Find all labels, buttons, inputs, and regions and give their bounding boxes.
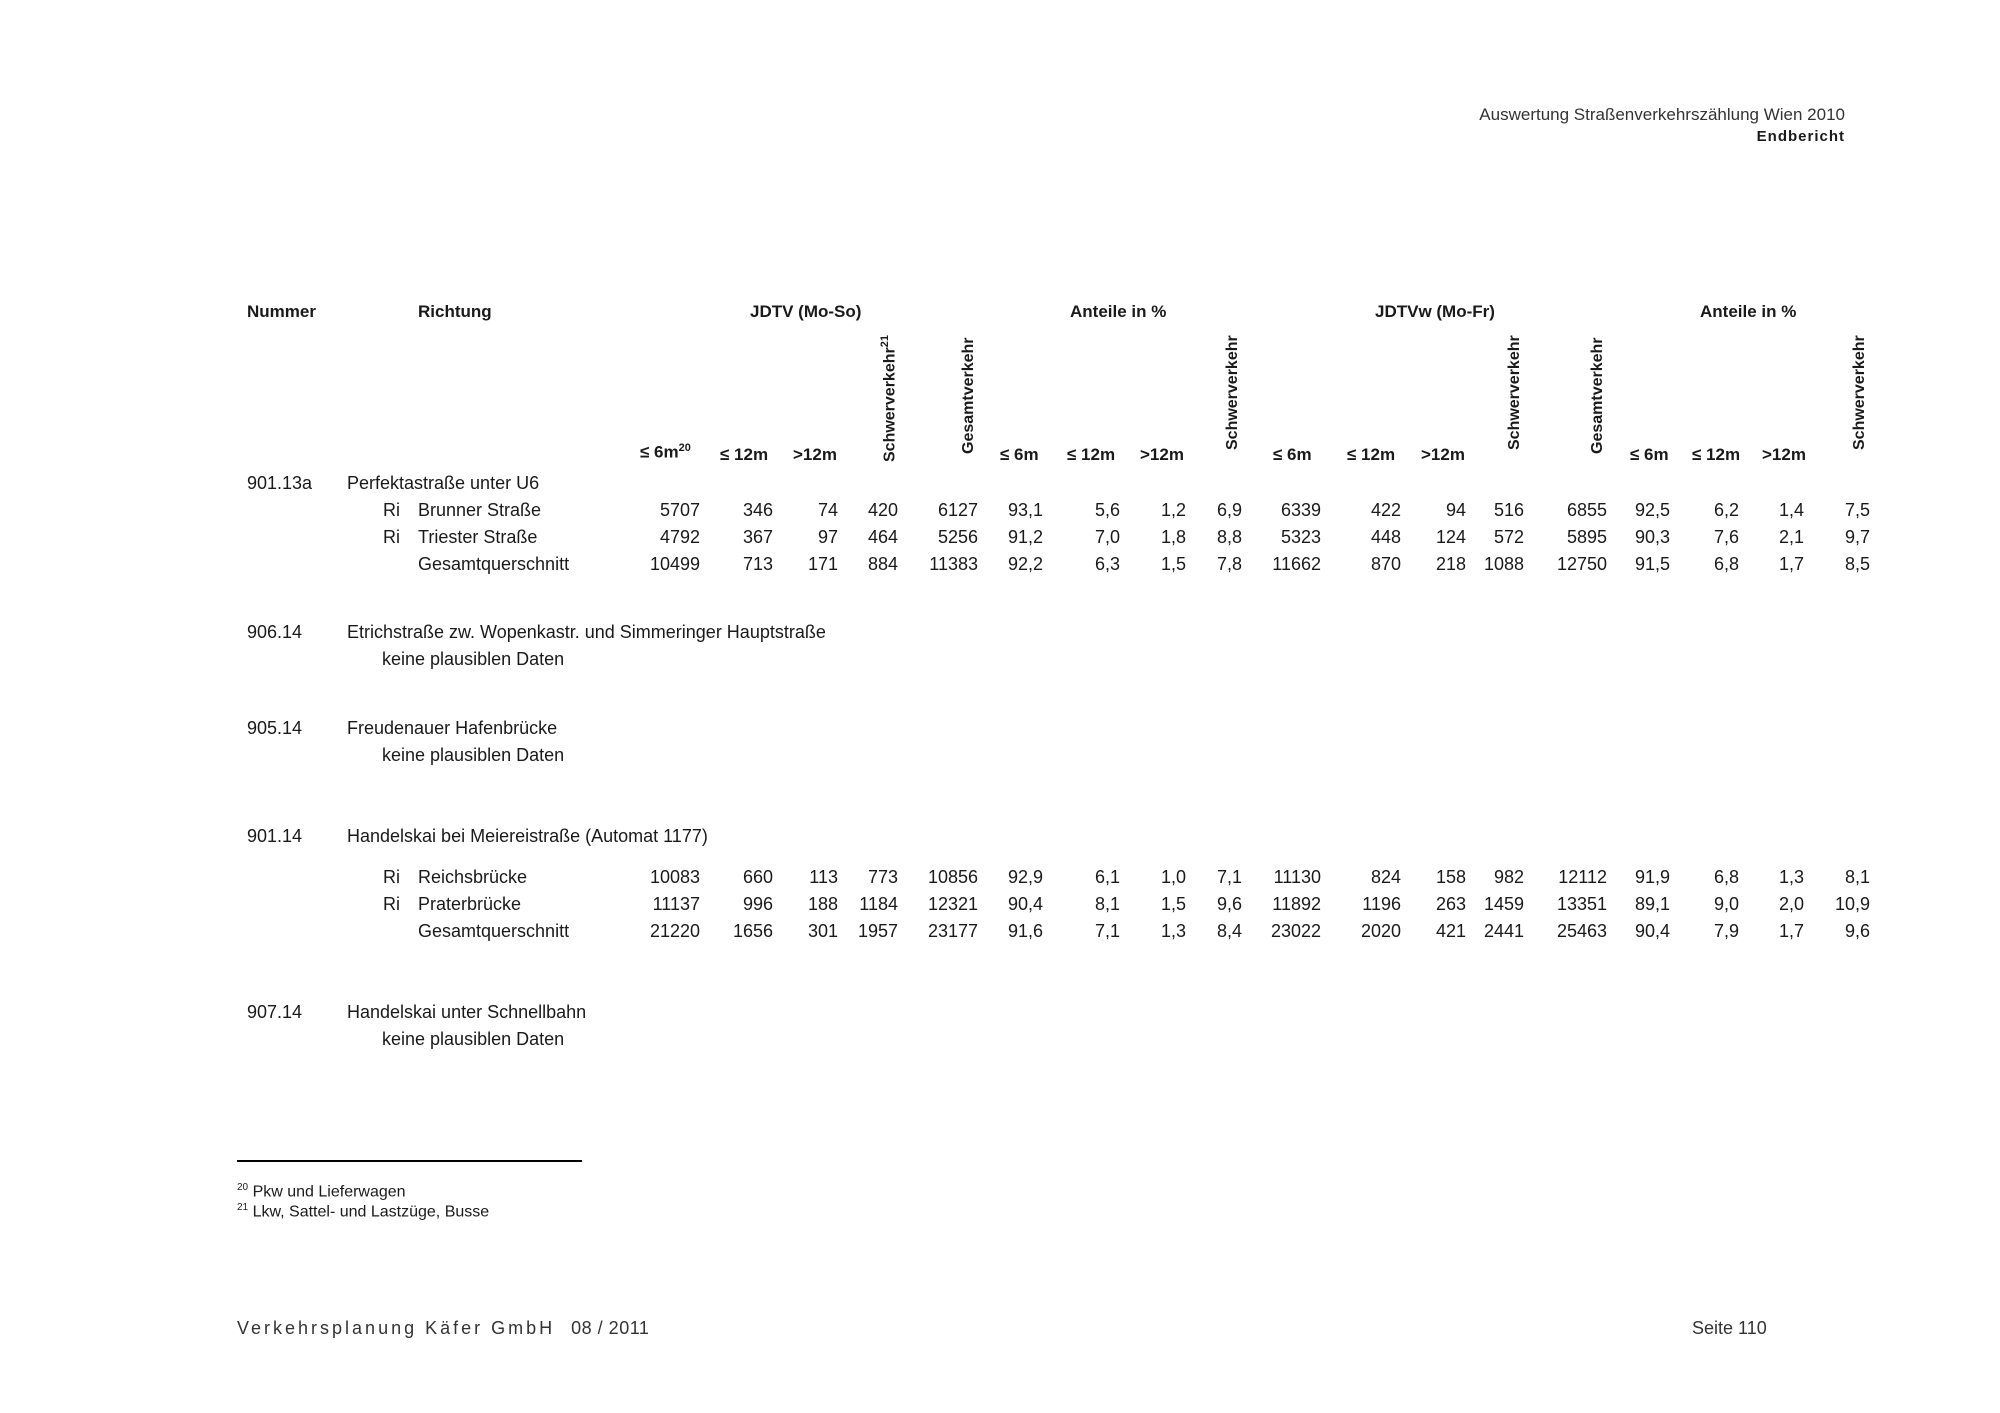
table-cell: 2020 bbox=[1360, 921, 1401, 941]
section-number: 901.14 bbox=[247, 826, 303, 846]
table-cell: 90,3 bbox=[1634, 527, 1670, 547]
document-header-subtitle: Endbericht bbox=[1756, 128, 1845, 145]
row-label: Praterbrücke bbox=[418, 894, 522, 914]
unit-gesamtverkehr: Gesamtverkehr bbox=[1589, 337, 1606, 454]
table-cell: 8,8 bbox=[1216, 527, 1242, 547]
unit-gt12m: >12m bbox=[1762, 445, 1806, 464]
table-cell: 11662 bbox=[1272, 554, 1321, 574]
table-cell: 1,0 bbox=[1160, 867, 1186, 887]
row-label: Gesamtquerschnitt bbox=[418, 554, 570, 574]
row-direction-prefix: Ri bbox=[383, 867, 400, 887]
table-cell: 188 bbox=[807, 894, 838, 914]
table-cell: 301 bbox=[807, 921, 838, 941]
unit-le6m: ≤ 6m bbox=[1000, 445, 1039, 464]
table-cell: 1957 bbox=[857, 921, 898, 941]
table-cell: 13351 bbox=[1556, 894, 1607, 914]
table-cell: 773 bbox=[867, 867, 898, 887]
row-label: Triester Straße bbox=[418, 527, 538, 547]
table-cell: 421 bbox=[1435, 921, 1466, 941]
table-cell: 884 bbox=[867, 554, 898, 574]
group-header-anteile-2: Anteile in % bbox=[1700, 302, 1797, 321]
col-header-nummer: Nummer bbox=[247, 302, 316, 321]
table-cell: 10,9 bbox=[1834, 894, 1870, 914]
table-cell: 448 bbox=[1370, 527, 1401, 547]
row-direction-prefix: Ri bbox=[383, 894, 400, 914]
table-cell: 572 bbox=[1493, 527, 1524, 547]
table-cell: 516 bbox=[1493, 500, 1524, 520]
table-cell: 367 bbox=[742, 527, 773, 547]
table-cell: 263 bbox=[1435, 894, 1466, 914]
group-header-anteile-1: Anteile in % bbox=[1070, 302, 1167, 321]
table-cell: 8,5 bbox=[1844, 554, 1870, 574]
table-cell: 218 bbox=[1435, 554, 1466, 574]
section-note: keine plausiblen Daten bbox=[382, 745, 565, 765]
table-cell: 11137 bbox=[652, 894, 700, 914]
table-cell: 92,9 bbox=[1007, 867, 1043, 887]
unit-gt12m: >12m bbox=[1421, 445, 1465, 464]
section-title: Freudenauer Hafenbrücke bbox=[347, 718, 558, 738]
table-cell: 2,1 bbox=[1778, 527, 1804, 547]
unit-le12m: ≤ 12m bbox=[720, 445, 769, 464]
unit-le12m: ≤ 12m bbox=[1067, 445, 1116, 464]
table-cell: 422 bbox=[1370, 500, 1401, 520]
table-cell: 2,0 bbox=[1778, 894, 1804, 914]
table-cell: 6,3 bbox=[1094, 554, 1120, 574]
table-cell: 5707 bbox=[659, 500, 700, 520]
table-cell: 7,6 bbox=[1713, 527, 1739, 547]
unit-gesamtverkehr: Gesamtverkehr bbox=[960, 337, 977, 454]
table-cell: 9,6 bbox=[1216, 894, 1242, 914]
table-cell: 90,4 bbox=[1007, 894, 1043, 914]
unit-le12m: ≤ 12m bbox=[1692, 445, 1741, 464]
group-header-jdtvw: JDTVw (Mo-Fr) bbox=[1375, 302, 1495, 321]
table-cell: 1459 bbox=[1483, 894, 1524, 914]
table-cell: 9,0 bbox=[1713, 894, 1739, 914]
table-cell: 1,4 bbox=[1778, 500, 1804, 520]
unit-schwerverkehr-fn: Schwerverkehr$^{21}$ bbox=[879, 335, 899, 462]
table-cell: 21220 bbox=[649, 921, 700, 941]
footer-company: Verkehrsplanung Käfer GmbH 08 / 2011 bbox=[237, 1318, 650, 1338]
table-cell: 91,9 bbox=[1634, 867, 1670, 887]
table-cell: 7,1 bbox=[1216, 867, 1242, 887]
table-cell: 4792 bbox=[659, 527, 700, 547]
table-cell: 12112 bbox=[1558, 867, 1607, 887]
unit-le6m-fn: ≤ $6m^{20}$ bbox=[640, 442, 691, 462]
table-cell: 6339 bbox=[1280, 500, 1321, 520]
table-cell: 90,4 bbox=[1634, 921, 1670, 941]
table-cell: 12750 bbox=[1556, 554, 1607, 574]
table-cell: 6,9 bbox=[1216, 500, 1242, 520]
table-cell: 93,1 bbox=[1007, 500, 1043, 520]
unit-le6m: ≤ 6m bbox=[1630, 445, 1669, 464]
table-cell: 1196 bbox=[1362, 894, 1401, 914]
table-cell: 5,6 bbox=[1094, 500, 1120, 520]
table-cell: 91,2 bbox=[1007, 527, 1043, 547]
section-title: Handelskai bei Meiereistraße (Automat 1177) bbox=[347, 826, 708, 846]
table-cell: 11892 bbox=[1272, 894, 1321, 914]
table-cell: 10083 bbox=[649, 867, 700, 887]
table-cell: 11383 bbox=[929, 554, 978, 574]
table-cell: 6855 bbox=[1566, 500, 1607, 520]
unit-le6m: ≤ 6m bbox=[1273, 445, 1312, 464]
table-cell: 1,3 bbox=[1778, 867, 1804, 887]
table-cell: 8,1 bbox=[1094, 894, 1120, 914]
table-cell: 6127 bbox=[937, 500, 978, 520]
unit-gt12m: >12m bbox=[793, 445, 837, 464]
row-direction-prefix: Ri bbox=[383, 527, 400, 547]
table-cell: 23022 bbox=[1270, 921, 1321, 941]
table-cell: 996 bbox=[742, 894, 773, 914]
table-cell: 9,7 bbox=[1844, 527, 1870, 547]
table-cell: 1,7 bbox=[1778, 921, 1804, 941]
table-cell: 2441 bbox=[1483, 921, 1524, 941]
table-cell: 91,6 bbox=[1007, 921, 1043, 941]
table-cell: 7,0 bbox=[1094, 527, 1120, 547]
table-cell: 8,1 bbox=[1844, 867, 1870, 887]
table-cell: 464 bbox=[867, 527, 898, 547]
section-title: Handelskai unter Schnellbahn bbox=[347, 1002, 587, 1022]
table-cell: 12321 bbox=[927, 894, 978, 914]
table-cell: 1088 bbox=[1483, 554, 1524, 574]
table-cell: 7,8 bbox=[1216, 554, 1242, 574]
table-cell: 6,1 bbox=[1094, 867, 1120, 887]
table-cell: 113 bbox=[809, 867, 838, 887]
table-cell: 6,8 bbox=[1713, 867, 1739, 887]
table-cell: 1,5 bbox=[1160, 554, 1186, 574]
section-number: 907.14 bbox=[247, 1002, 303, 1022]
table-cell: 23177 bbox=[927, 921, 978, 941]
table-cell: 89,1 bbox=[1634, 894, 1670, 914]
row-label: Brunner Straße bbox=[418, 500, 542, 520]
section-title: Etrichstraße zw. Wopenkastr. und Simmeringer Hauptstraße bbox=[347, 622, 826, 642]
table-cell: 6,2 bbox=[1713, 500, 1739, 520]
row-label: Reichsbrücke bbox=[418, 867, 528, 887]
table-cell: 870 bbox=[1370, 554, 1401, 574]
row-direction-prefix: Ri bbox=[383, 500, 400, 520]
unit-gt12m: >12m bbox=[1140, 445, 1184, 464]
table-cell: 25463 bbox=[1556, 921, 1607, 941]
footnote-20: $^{20}$ Pkw und Lieferwagen bbox=[237, 1182, 406, 1201]
table-cell: 660 bbox=[742, 867, 773, 887]
table-cell: 1,8 bbox=[1160, 527, 1186, 547]
table-cell: 94 bbox=[1445, 500, 1466, 520]
table-cell: 1,3 bbox=[1160, 921, 1186, 941]
table-cell: 5895 bbox=[1566, 527, 1607, 547]
table-cell: 11130 bbox=[1273, 867, 1321, 887]
table-cell: 5256 bbox=[937, 527, 978, 547]
row-label: Gesamtquerschnitt bbox=[418, 921, 570, 941]
table-cell: 420 bbox=[867, 500, 898, 520]
footer-page-number: Seite 110 bbox=[1692, 1318, 1767, 1338]
table-cell: 346 bbox=[742, 500, 773, 520]
table-cell: 1,2 bbox=[1160, 500, 1186, 520]
table-cell: 1656 bbox=[732, 921, 773, 941]
section-number: 901.13a bbox=[247, 473, 313, 493]
table-cell: 6,8 bbox=[1713, 554, 1739, 574]
section-note: keine plausiblen Daten bbox=[382, 1029, 565, 1049]
table-cell: 824 bbox=[1370, 867, 1401, 887]
document-header-title: Auswertung Straßenverkehrszählung Wien 2010 bbox=[1479, 105, 1845, 124]
unit-le12m: ≤ 12m bbox=[1347, 445, 1396, 464]
section-title: Perfektastraße unter U6 bbox=[347, 473, 540, 493]
section-number: 905.14 bbox=[247, 718, 303, 738]
table-cell: 171 bbox=[807, 554, 838, 574]
table-cell: 74 bbox=[817, 500, 838, 520]
table-cell: 8,4 bbox=[1216, 921, 1242, 941]
table-cell: 97 bbox=[817, 527, 838, 547]
section-note: keine plausiblen Daten bbox=[382, 649, 565, 669]
table-cell: 158 bbox=[1435, 867, 1466, 887]
table-cell: 92,2 bbox=[1007, 554, 1043, 574]
table-cell: 7,9 bbox=[1713, 921, 1739, 941]
unit-schwerverkehr: Schwerverkehr bbox=[1851, 335, 1868, 450]
table-cell: 7,5 bbox=[1844, 500, 1870, 520]
unit-schwerverkehr: Schwerverkehr bbox=[1224, 335, 1241, 450]
table-cell: 7,1 bbox=[1094, 921, 1120, 941]
table-cell: 1,7 bbox=[1778, 554, 1804, 574]
table-cell: 9,6 bbox=[1844, 921, 1870, 941]
table-cell: 982 bbox=[1493, 867, 1524, 887]
table-cell: 10499 bbox=[649, 554, 700, 574]
section-number: 906.14 bbox=[247, 622, 303, 642]
table-cell: 1184 bbox=[859, 894, 898, 914]
table-cell: 1,5 bbox=[1160, 894, 1186, 914]
table-cell: 92,5 bbox=[1634, 500, 1670, 520]
group-header-jdtv: JDTV (Mo-So) bbox=[750, 302, 862, 321]
table-cell: 124 bbox=[1435, 527, 1466, 547]
table-cell: 91,5 bbox=[1634, 554, 1670, 574]
footnote-21: $^{21}$ Lkw, Sattel- und Lastzüge, Busse bbox=[237, 1202, 490, 1221]
table-cell: 713 bbox=[742, 554, 773, 574]
footnote-divider bbox=[237, 1160, 582, 1162]
table-cell: 5323 bbox=[1280, 527, 1321, 547]
col-header-richtung: Richtung bbox=[418, 302, 492, 321]
table-cell: 10856 bbox=[927, 867, 978, 887]
unit-schwerverkehr: Schwerverkehr bbox=[1506, 335, 1523, 450]
